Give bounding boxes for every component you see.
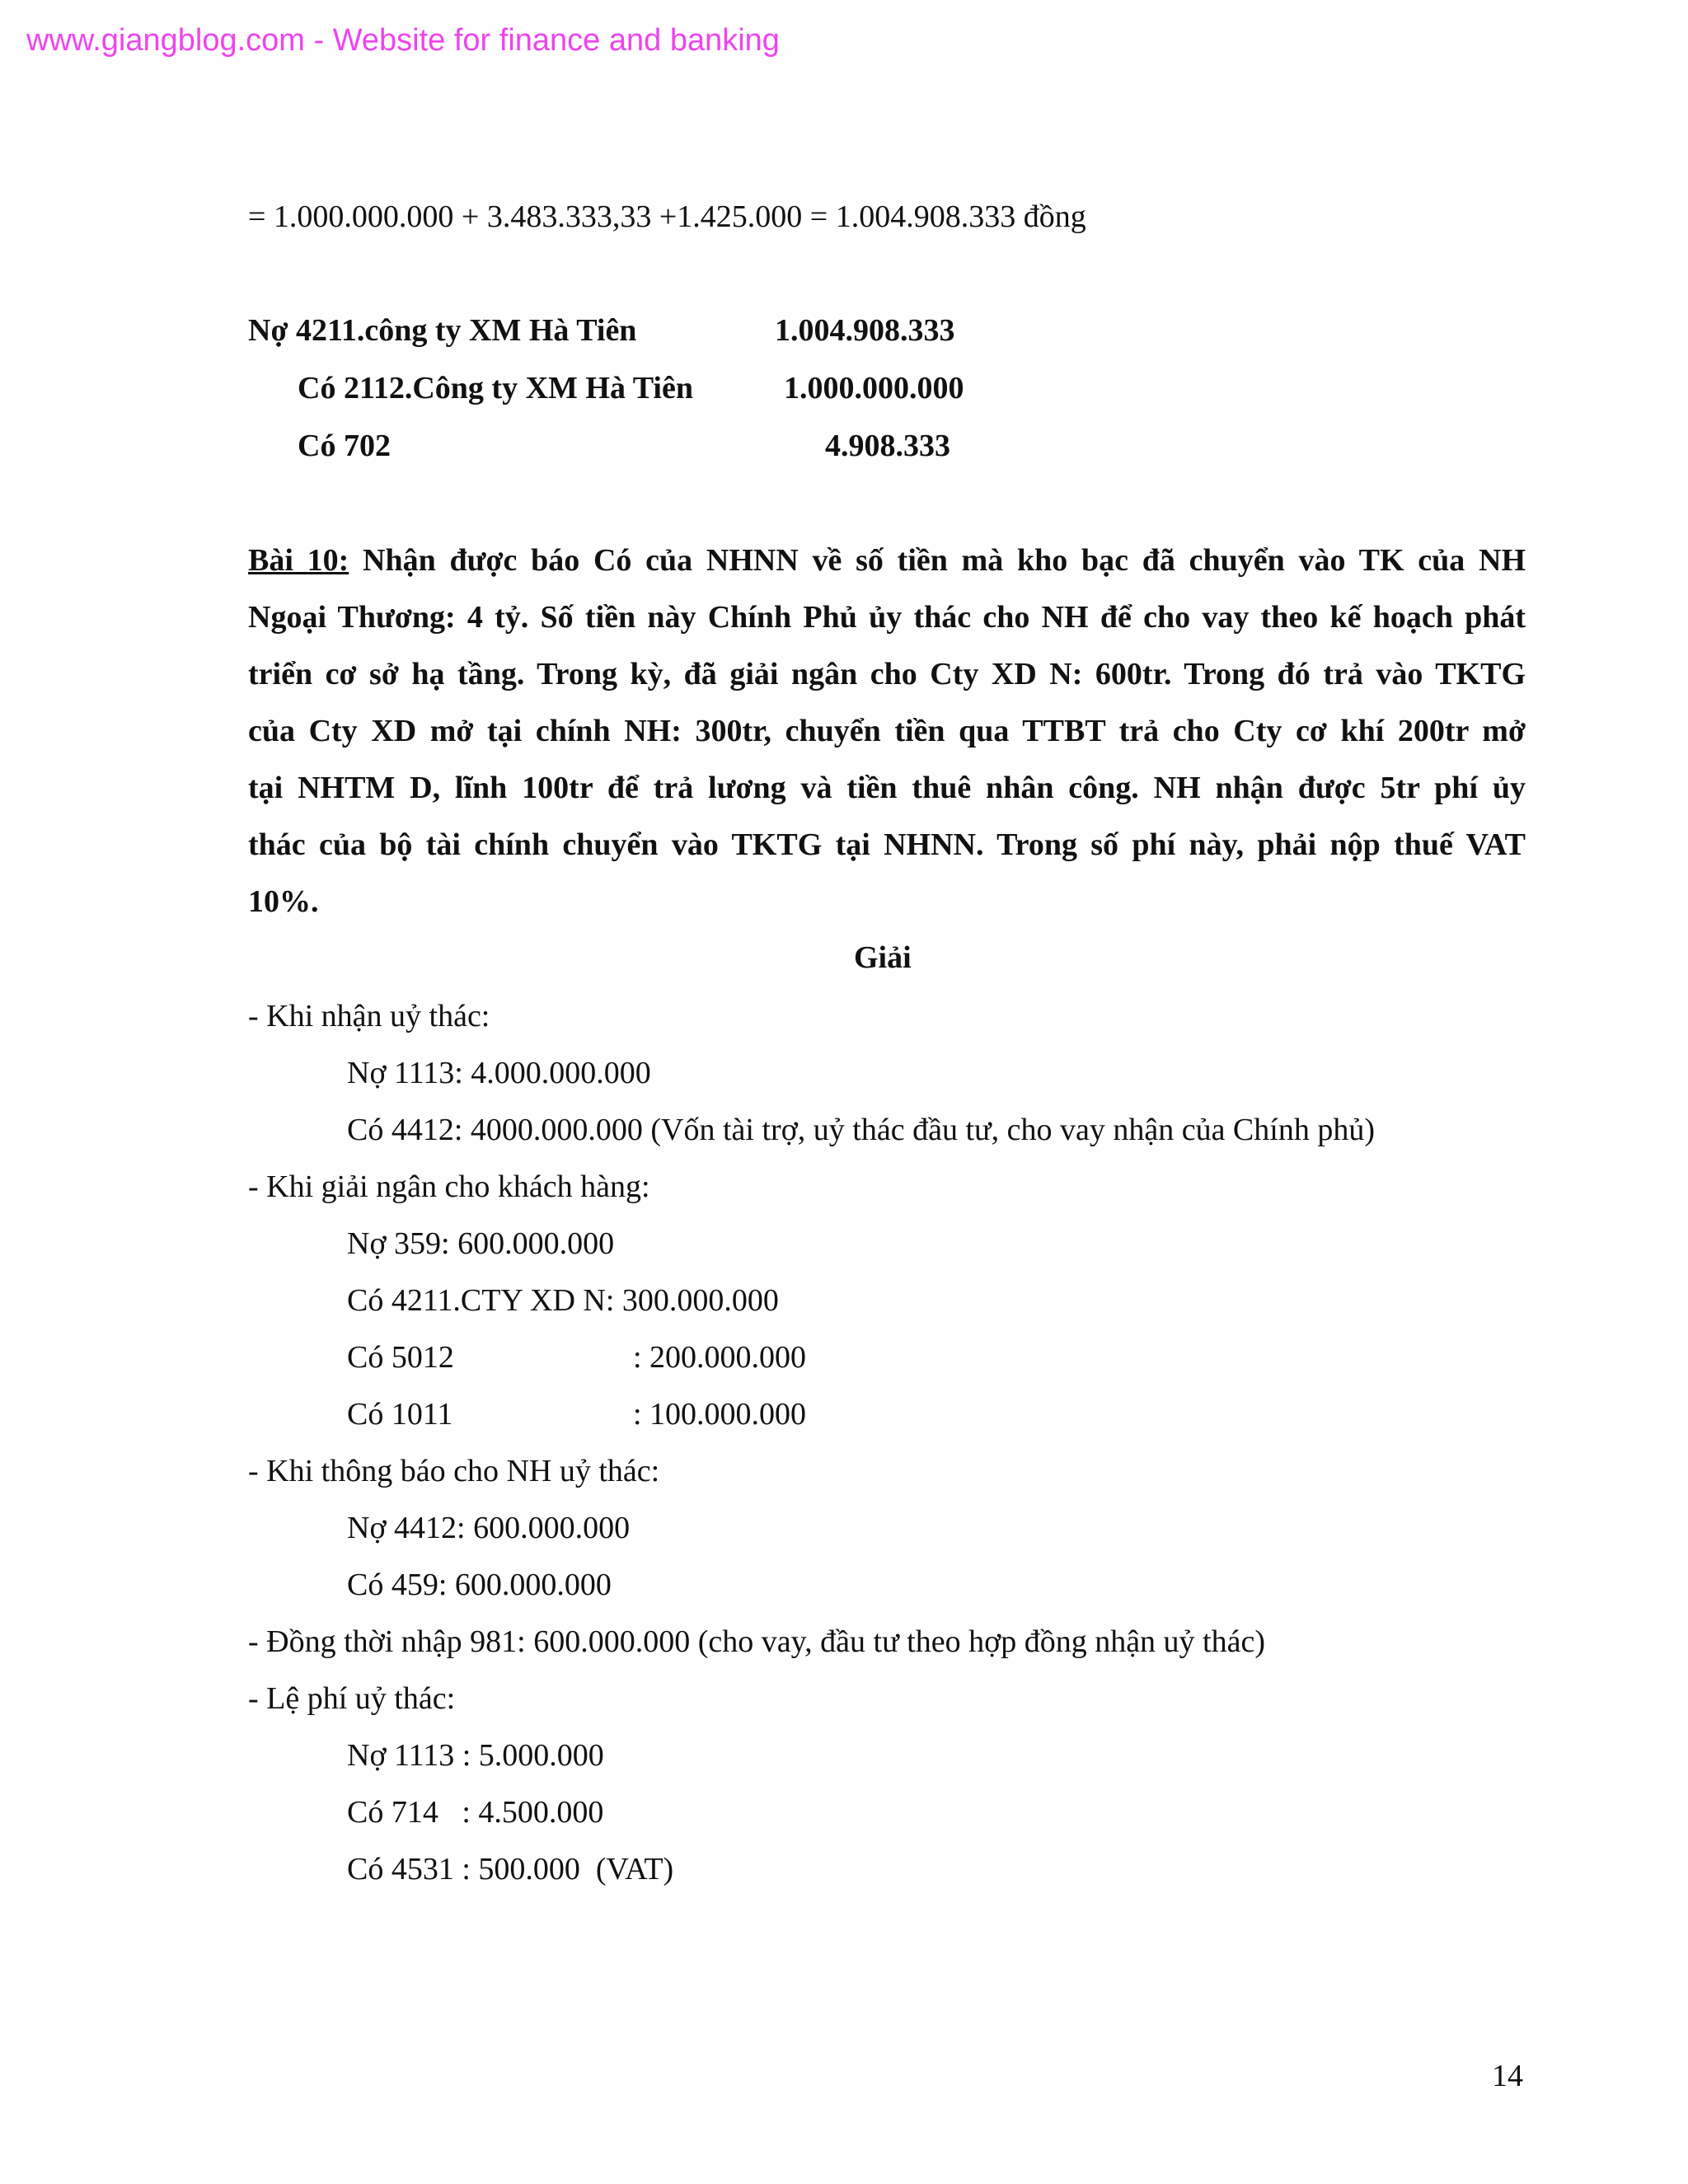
page-number: 14 <box>1492 2059 1523 2093</box>
fee-credit1: Có 714 : 4.500.000 <box>347 1795 604 1830</box>
disburse-debit: Nợ 359: 600.000.000 <box>347 1226 615 1261</box>
exercise-line: Ngoại Thương: 4 tỷ. Số tiền này Chính Phủ ủy thác cho NH để cho vay theo kế hoạch phát <box>248 600 1526 635</box>
entry-credit1-label: Có 2112.Công ty XM Hà Tiên <box>298 371 693 405</box>
disburse-credit2-amount: : 200.000.000 <box>633 1340 807 1375</box>
notify-heading: - Khi thông báo cho NH uỷ thác: <box>248 1454 660 1488</box>
exercise-line: triển cơ sở hạ tầng. Trong kỳ, đã giải ngân cho Cty XD N: 600tr. Trong đó trả vào TKTG <box>248 657 1526 691</box>
disburse-credit1: Có 4211.CTY XD N: 300.000.000 <box>347 1283 779 1318</box>
notify-credit: Có 459: 600.000.000 <box>347 1568 612 1602</box>
entry-credit2-label: Có 702 <box>298 429 391 463</box>
receive-heading: - Khi nhận uỷ thác: <box>248 999 490 1033</box>
exercise-line: của Cty XD mở tại chính NH: 300tr, chuyển tiền qua TTBT trả cho Cty cơ khí 200tr mở <box>248 714 1526 748</box>
exercise-line: Nhận được báo Có của NHNN về số tiền mà kho bạc đã chuyển vào TK của NH <box>349 543 1526 578</box>
exercise-title: Bài 10: <box>248 543 349 578</box>
solution-title: Giải <box>854 940 912 975</box>
disburse-credit2-label: Có 5012 <box>347 1340 454 1375</box>
fee-credit2: Có 4531 : 500.000 (VAT) <box>347 1852 674 1886</box>
disburse-credit3-amount: : 100.000.000 <box>633 1397 807 1432</box>
entry-debit-label: Nợ 4211.công ty XM Hà Tiên <box>248 313 637 348</box>
disburse-credit3-label: Có 1011 <box>347 1397 453 1432</box>
formula-line: = 1.000.000.000 + 3.483.333,33 +1.425.000 = 1.004.908.333 đồng <box>248 199 1086 234</box>
concurrent-line: - Đồng thời nhập 981: 600.000.000 (cho vay, đầu tư theo hợp đồng nhận uỷ thác) <box>248 1624 1265 1659</box>
entry-credit2-amount: 4.908.333 <box>825 429 950 463</box>
exercise-paragraph <box>248 532 1526 930</box>
exercise-line: tại NHTM D, lĩnh 100tr để trả lương và tiền thuê nhân công. NH nhận được 5tr phí ủy <box>248 771 1526 805</box>
disburse-heading: - Khi giải ngân cho khách hàng: <box>248 1169 650 1204</box>
receive-debit: Nợ 1113: 4.000.000.000 <box>347 1056 651 1090</box>
receive-credit: Có 4412: 4000.000.000 (Vốn tài trợ, uỷ thác đầu tư, cho vay nhận của Chính phủ) <box>347 1113 1375 1147</box>
notify-debit: Nợ 4412: 600.000.000 <box>347 1511 631 1545</box>
exercise-line: thác của bộ tài chính chuyển vào TKTG tại NHNN. Trong số phí này, phải nộp thuế VAT <box>248 827 1526 862</box>
fee-debit: Nợ 1113 : 5.000.000 <box>347 1738 604 1773</box>
fee-heading: - Lệ phí uỷ thác: <box>248 1681 456 1716</box>
entry-credit1-amount: 1.000.000.000 <box>784 371 964 405</box>
entry-debit-amount: 1.004.908.333 <box>775 313 955 348</box>
website-watermark: www.giangblog.com - Website for finance and banking <box>26 23 780 58</box>
exercise-line: 10%. <box>248 884 319 919</box>
